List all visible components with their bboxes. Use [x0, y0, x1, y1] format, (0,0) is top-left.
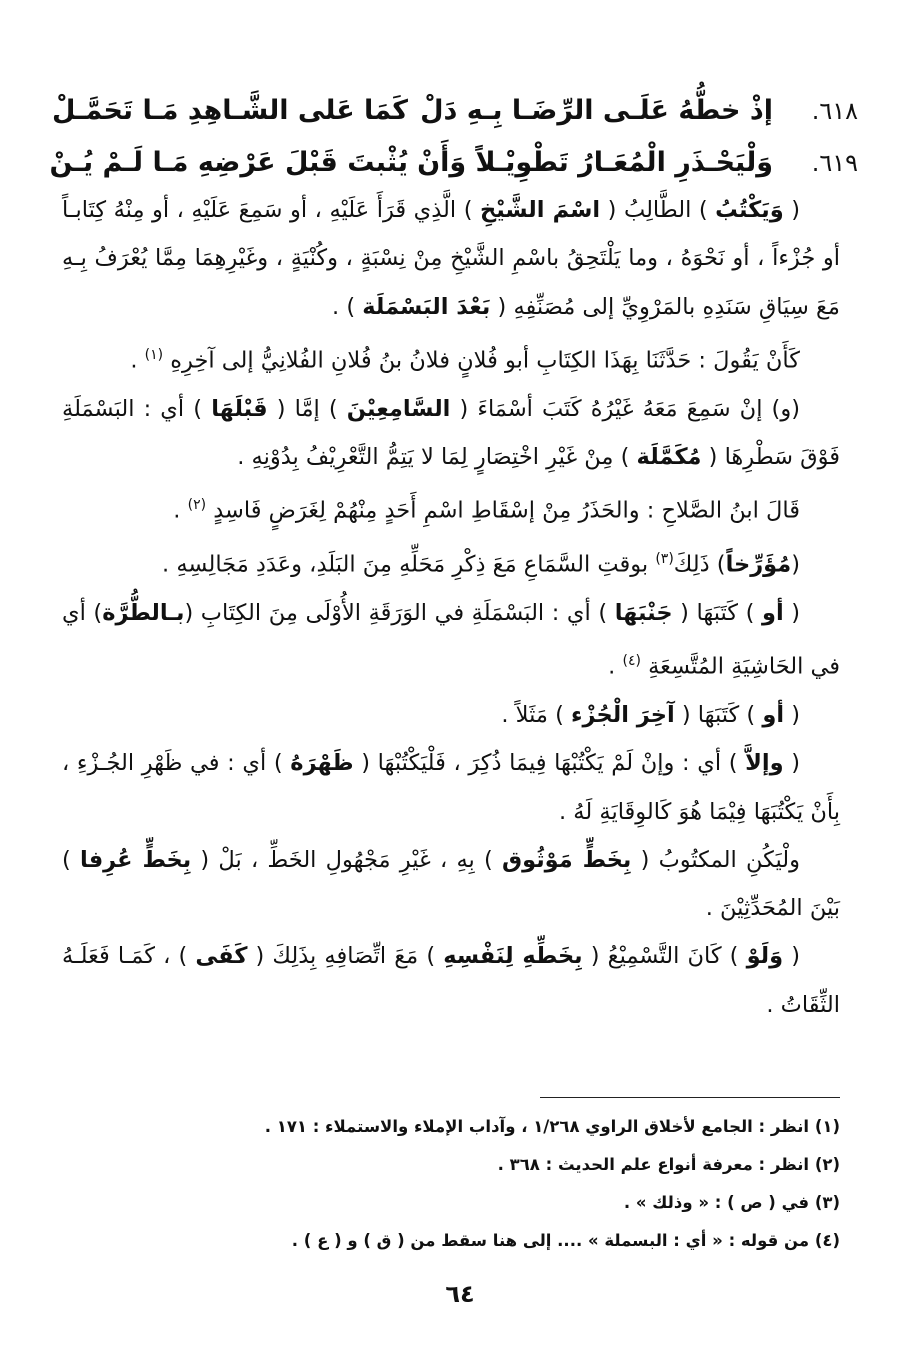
commentary-segment: ) بَيْنَ المُحَدِّثِيْنَ . [62, 846, 840, 922]
verse-first-hemistich: وَلْيَحْـذَرِ الْمُعَـارُ تَطْوِيْـلاً وَأَنْ [417, 147, 773, 178]
verse-619 [49, 138, 858, 188]
verse-618 [52, 86, 858, 136]
footnote-reference: (١) [144, 346, 164, 363]
commentary-segment: ) . [332, 293, 363, 320]
commentary-segment: ( [784, 701, 800, 728]
verse-number: ٦١٩. [811, 149, 858, 177]
commentary-paragraph [62, 385, 840, 482]
commentary-paragraph [62, 331, 840, 385]
commentary-segment: ( [783, 750, 800, 777]
commentary-segment: ) بِهِ ، غَيْرِ مَجْهُولِ الخَطِّ ، بَلْ ( [191, 846, 502, 873]
matn-quote: أو [762, 701, 785, 728]
matn-quote: قَبْلَهَا [211, 395, 268, 422]
matn-quote: السَّامِعِيْنَ [346, 395, 451, 422]
verse-second-hemistich: كَمَا عَلى الشَّـاهِدِ مَـا تَحَمَّـلْ [52, 95, 408, 126]
commentary-segment: ) أي : وإنْ لَمْ يَكْتُبْهَا فِيمَا ذُكِرَ ، فَلْيَكْتُبْهَا ( [353, 750, 746, 777]
matn-quote: بِخَطٍّ مَوْثُوق [502, 846, 632, 873]
matn-quote: اسْمَ الشَّيْخِ [480, 197, 601, 223]
commentary-segment: (و) إنْ سَمِعَ مَعَهُ غَيْرُهُ كَتَبَ أسْمَاءَ ( [450, 395, 800, 422]
footnote-reference: (٢) [187, 497, 207, 514]
commentary-paragraph [62, 535, 840, 589]
commentary-segment: ) مِنْ غَيْرِ اخْتِصَارٍ لِمَا لا يَتِمُّ التَّعْرِيْفُ بِدُوْنِهِ . [237, 443, 637, 470]
verse-second-hemistich: يُثْبتَ قَبْلَ عَرْضِهِ مَـا لَـمْ يُـنْ [49, 147, 408, 178]
commentary-segment: ) كَتَبَهَا ( [674, 701, 763, 728]
footnote-2: (٢) انظر : معرفة أنواع علم الحديث : ٣٦٨ . [497, 1155, 840, 1174]
footnote-separator [540, 1097, 840, 1098]
verse-first-hemistich: إذْ خطُّهُ عَلَـى الرِّضَـا بِـهِ دَلْ [420, 95, 773, 126]
commentary-paragraph [62, 186, 840, 331]
commentary-segment: ) أي : البَسْمَلَةِ فَوْقَ سَطْرِهَا ( [62, 395, 840, 470]
matn-quote: آخِرَ الْجُزْء [571, 701, 675, 728]
commentary-segment: ) أي : في ظَهْرِ الجُـزْءِ ، بِأَنْ يَكْتُبَهَا فِيْمَا هُوَ كَالوِقَايَةِ لَهُ . [62, 750, 840, 825]
commentary-segment: قَالَ ابنُ الصَّلاحِ : والحَذَرُ مِنْ إسْقَاطِ اسْمِ أَحَدٍ مِنْهُمْ لِغَرَضٍ فَاسِدٍ [206, 497, 800, 524]
page-number: ٦٤ [445, 1280, 475, 1308]
commentary-paragraph [62, 691, 840, 739]
matn-quote: أو [761, 599, 784, 626]
matn-quote: وَيَكْتُبُ [715, 197, 784, 223]
commentary-paragraph [62, 836, 840, 933]
commentary-segment: بوقتِ السَّمَاعِ مَعَ ذِكْرِ مَحَلِّهِ مِنَ البَلَدِ، وعَدَدِ مَجَالِسِهِ . [162, 551, 656, 578]
matn-quote: بَعْدَ البَسْمَلَة [362, 293, 491, 320]
commentary-segment: كَأَنْ يَقُولَ : حَدَّثَنَا بِهَذَا الكِتَابِ أبو فُلانٍ فلانُ بنُ فُلانِ الفُلانِيُّ إلى آخِرِهِ [163, 347, 800, 374]
commentary-segment: . [608, 653, 623, 680]
commentary-paragraph [62, 589, 840, 691]
footnote-1: (١) انظر : الجامع لأخلاق الراوي ١/٢٦٨ ، وآداب الإملاء والاستملاء : ١٧١ . [264, 1117, 840, 1136]
commentary-paragraph [62, 739, 840, 836]
commentary-paragraph [62, 932, 840, 1029]
matn-quote: كَفَى [195, 943, 248, 970]
footnote-4: (٤) من قوله : « أي : البسملة » .... إلى هنا سقط من ( ق ) و ( ع ) . [291, 1231, 840, 1250]
commentary-segment: ولْيَكُنِ المكتُوبُ ( [631, 846, 801, 873]
footnote-reference: (٣) [655, 551, 674, 568]
matn-quote: وَلَوْ [746, 943, 784, 970]
commentary-segment: ( [783, 943, 800, 970]
commentary-segment: ) مَعَ اتِّصَافِهِ بِذَلِكَ ( [247, 943, 444, 970]
commentary-segment: ( [783, 599, 801, 626]
commentary-segment: ( [791, 551, 800, 578]
matn-quote: بِخَطِّهِ لِنَفْسِهِ [443, 943, 583, 970]
commentary-segment: ) ، كَمَـا فَعَلَـهُ الثِّقَاتُ . [62, 943, 840, 1018]
matn-quote: مُؤَرِّخاً [725, 551, 792, 578]
commentary-text [62, 186, 840, 1029]
footnotes [100, 1108, 840, 1260]
matn-quote: مُكَمَّلَة [636, 443, 702, 470]
matn-quote: ظَهْرَهُ [290, 750, 354, 777]
commentary-segment: ) كَتَبَهَا ( [672, 599, 762, 626]
matn-quote: بِخَطٍّ عُرِفا [80, 846, 192, 873]
commentary-segment: . [130, 347, 145, 374]
commentary-segment: ) الَّذِي قَرَأَ عَلَيْهِ ، أو سَمِعَ عَلَيْهِ ، أو مِنْهُ كِتَابـاً أو جُزْءاً ، أو نَحْوَهُ ، وما يَلْتَحِقُ باسْمِ الشَّيْخِ مِنْ نِسْبَةٍ ، وكُنْيَةٍ ، وغَيْرِهِمَا مِمَّا يُعْرَفُ بِـهِ مَعَ سِيَاقِ سَنَدِهِ بالمَرْوِيِّ إلى مُصَنِّفِهِ ( [62, 197, 840, 320]
commentary-segment: ) أي في الحَاشِيَةِ المُتَّسِعَةِ [62, 599, 840, 680]
matn-quote: بـالطُّرَّة [102, 599, 185, 626]
commentary-segment: ) مَثَلاً . [501, 701, 572, 728]
matn-quote: وإلاَّ [745, 750, 784, 777]
commentary-segment: ) إمَّا ( [267, 395, 347, 422]
footnote-3: (٣) في ( ص ) : « وذلك » . [623, 1193, 840, 1212]
commentary-paragraph [62, 481, 840, 535]
matn-quote: جَنْبَهَا [614, 599, 673, 626]
commentary-segment: ) ذَلِكَ [673, 551, 726, 578]
commentary-segment: ) الطَّالِبُ ( [600, 197, 716, 223]
commentary-segment: . [173, 497, 188, 524]
verse-number: ٦١٨. [811, 97, 858, 125]
commentary-segment: ) كَانَ التَّسْمِيْعُ ( [582, 943, 747, 970]
commentary-segment: ( [783, 197, 801, 223]
commentary-segment: ) أي : البَسْمَلَةِ في الوَرَقَةِ الأُوْلَى مِنَ الكِتَابِ ( [184, 599, 615, 626]
footnote-reference: (٤) [622, 653, 641, 670]
